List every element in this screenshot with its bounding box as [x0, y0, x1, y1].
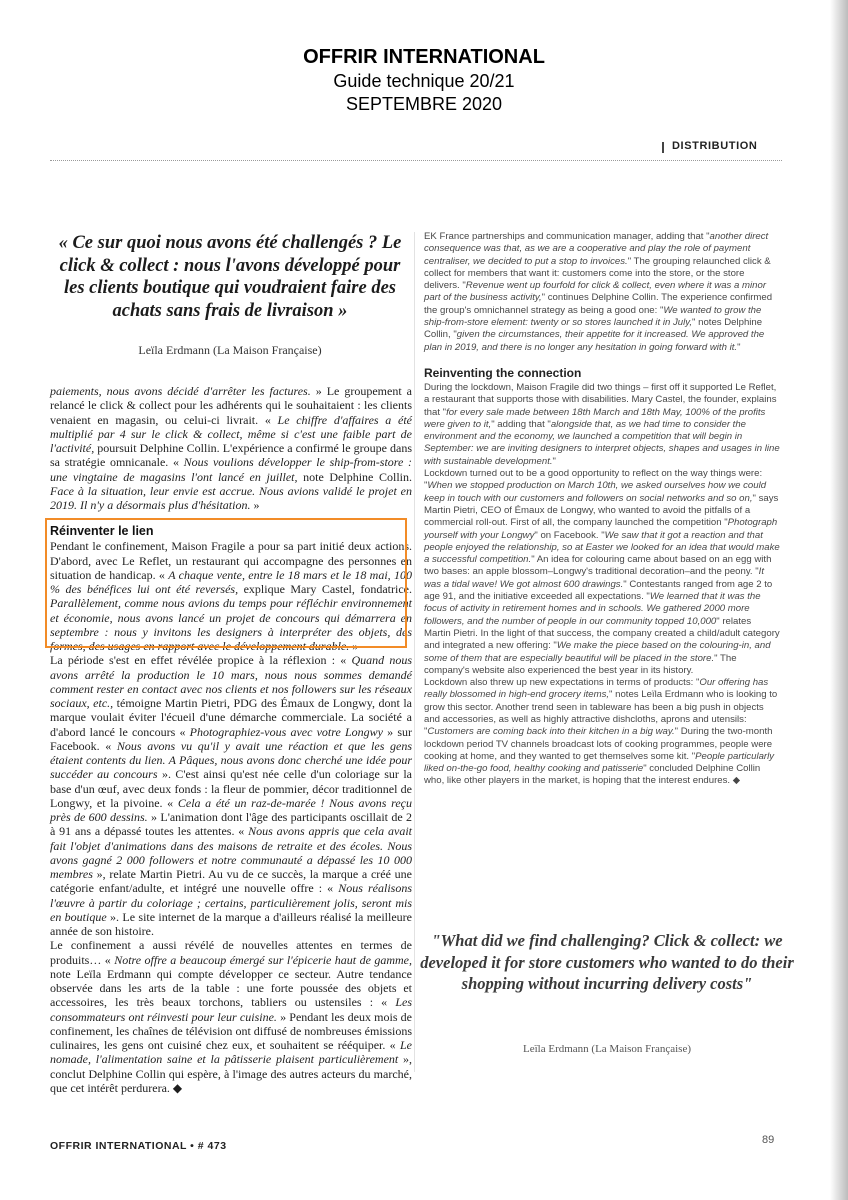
- text-run: During the lockdown, Maison Fragile did two things – first off it supported Le Reflet, a restaurant that supports those with disabilities. Mary Castel, the founder, explains that ": [424, 381, 777, 418]
- document-header: [0, 44, 848, 116]
- text-run: ": [737, 341, 741, 353]
- text-run: » L'animation dont l'âge des participants oscillait de 2 à 91 ans a dépassé toutes les attentes. «: [50, 810, 412, 839]
- text-run: » sur Facebook. «: [50, 724, 412, 753]
- text-run: explique Mary Castel, fondatrice.: [238, 582, 412, 596]
- text-run: " on Facebook. ": [534, 529, 605, 541]
- text-run: ». C'est ainsi qu'est née celle d'un coloriage sur la base d'un œuf, avec deux fonds : la fleur de pommier, décor traditionnel de Longwy, et la pivoine. «: [50, 767, 412, 810]
- text-run: Our offering has really blossomed in high-end grocery items,: [424, 677, 769, 701]
- pull-quote-en: "What did we find challenging? Click & collect: we developed it for store customers who wanted to do their shopping without incurring delivery costs": [420, 931, 794, 993]
- text-run: Cela a été un raz-de-marée ! Nous avons reçu près de 600 dessins.: [50, 795, 413, 824]
- dotted-rule: [50, 160, 782, 161]
- text-run: Nous réalisons l'œuvre à partir du coloriage ; certains, particulièrement jolis, seront mis en boutique: [50, 881, 412, 924]
- pull-quote-fr: « Ce sur quoi nous avons été challengés ? Le click & collect : nous l'avons développé pour les clients boutique qui voudraient faire des achats sans frais de livraison »: [58, 233, 402, 321]
- text-run: Photograph yourself with your Longwy: [424, 517, 778, 541]
- text-run: » Le groupement a relancé le click & collect pour les adhérents qui le souhaitaient : les clients venaient en magasin, ou celui-ci livrait. «: [50, 384, 412, 427]
- text-run: ». Le site internet de la marque a d'ailleurs réalisé la meilleure année de son histoire.: [50, 909, 413, 938]
- subheading-fr: Réinventer le lien: [50, 524, 154, 539]
- article-column-en: [424, 231, 780, 788]
- text-run: When we stopped production on March 10th, we asked ourselves how we could keep in touch with our customers and followers on social networks and so on,: [424, 480, 767, 504]
- text-run: " notes Delphine Collin, ": [424, 317, 763, 341]
- text-run: note Leïla Erdmann qui compte développer ce secteur. Autre tendance observée dans les arts de la table : une forte poussée des objets et accessoires, les très beaux torchons, tabliers ou ustensiles : «: [50, 966, 412, 1010]
- page-number: 89: [762, 1134, 775, 1146]
- text-run: Nous avons appris que cela avait fait l'objet d'animations dans des maisons de retraite et des écoles. Nous avons gagné 2 000 followers et notre communauté a dépassé les 10 000 membres: [50, 824, 412, 881]
- text-run: for every sale made between 18th March and 18th May, 100% of the profits were given to it,: [424, 406, 766, 430]
- paragraph-en-1: [424, 231, 780, 354]
- text-run: " concluded Delphine Collin who, like other players in the market, is hoping that the interest endures. ◆: [424, 763, 761, 787]
- text-run: given the circumstances, their appetite for it increased. We approved the plan in 2019, and there is no longer any hesitation in going forward with it.: [424, 329, 765, 353]
- text-run: We learned that it was the focus of activity in retirement homes and in schools. We gathered 2000 more followers, and the number of people in our community topped 10,000: [424, 591, 761, 627]
- text-run: " says Martin Pietri, CEO of Émaux de Longwy, who wanted to avoid the pitfalls of a commercial roll-out. First of all, the company launched the competition ": [424, 492, 779, 529]
- header-subtitle: Guide technique 20/21: [333, 71, 515, 91]
- text-run: " During the two-month lockdown period TV channels broadcast lots of cooking programmes, people were cooking at home, and they wanted to get themselves some kit. ": [424, 726, 773, 762]
- text-run: Nous avons vu qu'il y avait une réaction et que les gens étaient contents du lien. A Pâques, nous avons donc cherché une idée pour succéder au concours: [50, 738, 413, 782]
- text-run: »: [349, 639, 359, 653]
- text-run: We saw that it got a reaction and that people enjoyed the relationship, so at Easter we looked for an idea that would make a successful competition.: [424, 529, 780, 566]
- text-run: It was a tidal wave! We got almost 600 drawings.: [424, 566, 765, 590]
- paragraph-en-4: [424, 677, 780, 788]
- text-run: We wanted to grow the ship-from-store element: twenty or so stores launched it in July,: [424, 304, 762, 329]
- header-date: SEPTEMBRE 2020: [345, 94, 503, 114]
- paragraph-fr-1: [50, 384, 412, 512]
- text-run: alongside that, as we had time to consider the environment and the economy, we launched a competition that will begin in September: we are inviting designers to interpret objects, shapes and usages in line with sustainable development.: [424, 418, 780, 467]
- text-run: " The grouping relaunched click & collect for members that want it: customers come into the store, or the store delivers. ": [424, 255, 771, 292]
- highlight-box: [45, 518, 407, 648]
- text-run: Parallèlement, comme nous avions du temps pour réfléchir environnement et économie, nous avons lancé un projet de concours qui démarrera en septembre : nous y invitons les designers à interpréter des objets, des formes, des usages en rapport avec le développement durable.: [50, 596, 412, 653]
- text-run: Le chiffre d'affaires a été multiplié par 4 sur le click & collect, même si c'est une faible part de l'activité,: [50, 412, 412, 455]
- text-run: Lockdown turned out to be a good opportunity to reflect on the way things were: ": [424, 468, 763, 492]
- text-run: " Contestants ranged from age 2 to age 91, and the initiative exceeded all expectations. ": [424, 578, 773, 603]
- text-run: " continues Delphine Collin. The experience confirmed the group's omnichannel strategy as being a good one: ": [424, 292, 773, 316]
- text-run: Pendant le confinement, Maison Fragile a pour sa part initié deux actions. D'abord, avec Le Reflet, un restaurant qui accompagne des personnes en situation de handicap. «: [50, 539, 412, 582]
- paragraph-en-2: [424, 382, 780, 468]
- text-run: " adding that ": [491, 418, 551, 430]
- text-run: Customers are coming back into their kitchen in a big way.: [427, 726, 675, 738]
- text-run: another direct consequence was that, as we are a cooperative and play the role of payment centraliser, we decided to put a stop to invoices.: [424, 231, 769, 267]
- text-run: » Pendant les deux mois de confinement, les chaînes de télévision ont diffusé de nombreuses émissions culinaires, les gens ont cuisiné chez eux, et souhaitent se rééquiper. «: [50, 1009, 412, 1052]
- text-run: EK France partnerships and communication manager, adding that ": [424, 231, 710, 242]
- subheading-en: Reinventing the connection: [424, 365, 582, 380]
- scan-edge-shadow: [830, 0, 848, 1200]
- text-run: »: [250, 498, 260, 512]
- text-run: paiements, nous avons décidé d'arrêter les factures.: [50, 384, 311, 398]
- text-run: Le confinement a aussi révélé de nouvelles attentes en termes de produits… «: [50, 938, 412, 967]
- article-column-fr: [50, 384, 412, 1095]
- header-title: OFFRIR INTERNATIONAL: [303, 46, 545, 68]
- text-run: " The company's website also experienced the best year in its history.: [424, 652, 737, 676]
- text-run: " relates Martin Pietri. In the light of that success, the company created a child/adult category and integrated a new offering: ": [424, 615, 780, 652]
- footer-publication: OFFRIR INTERNATIONAL • # 473: [50, 1140, 227, 1152]
- text-run: La période s'est en effet révélée propice à la réflexion : «: [50, 653, 352, 668]
- text-run: Les consommateurs ont réinvesti pour leur cuisine.: [50, 995, 412, 1024]
- text-run: », conclut Delphine Collin qui espère, à l'image des autres acteurs du marché, que cet intérêt perdurera. ◆: [50, 1052, 413, 1095]
- text-run: note Delphine Collin.: [297, 469, 412, 484]
- paragraph-en-3: [424, 468, 780, 677]
- text-run: Face à la situation, leur envie est accrue. Nous avions validé le projet en 2019. Il n'y a désormais plus d'hésitation.: [50, 483, 412, 512]
- paragraph-fr-3: [50, 653, 412, 938]
- text-run: Photographiez-vous avec votre Longwy: [189, 724, 383, 739]
- text-run: Lockdown also threw up new expectations in terms of products: ": [424, 677, 700, 689]
- text-run: », relate Martin Pietri. Au vu de ce succès, la marque a créé une catégorie enfant/adulte, et intégré une nouvelle offre : «: [50, 867, 412, 896]
- text-run: poursuit Delphine Collin. L'expérience a confirmé le groupe dans sa stratégie omnicanale. «: [50, 441, 412, 470]
- pull-quote-en-author: Leïla Erdmann (La Maison Française): [523, 1043, 691, 1055]
- text-run: " An idea for colouring came about based on an egg with two bases: an apple blossom–Longwy's traditional decoration–and the peony. ": [424, 554, 772, 578]
- paragraph-fr-4: [50, 938, 412, 1095]
- text-run: témoigne Martin Pietri, PDG des Émaux de Longwy, dont la marque voulait éviter l'écueil d'une démarche commerciale. La société a d'abord lancé le concours «: [50, 696, 412, 739]
- text-run: Notre offre a beaucoup émergé sur l'épicerie haut de gamme,: [114, 952, 412, 967]
- text-run: Quand nous avons arrêté la production le 10 mars, nous nous sommes demandé comment rester en contact avec nos clients et nos followers sur les réseaux sociaux, etc.,: [50, 653, 412, 710]
- text-run: " notes Leïla Erdmann who is looking to grow this sector. Another trend seen in tableware has been a big push in objects and accessories, as well as highly attractive dishcloths, aprons and utensils: ": [424, 689, 778, 738]
- text-run: Nous voulions développer le ship-from-store : une vingtaine de magasins l'ont lancé en juillet,: [50, 455, 413, 484]
- pull-quote-fr-author: Leïla Erdmann (La Maison Française): [138, 343, 322, 357]
- text-run: ": [552, 455, 556, 467]
- section-tag: DISTRIBUTION: [672, 140, 782, 152]
- text-run: Revenue went up fourfold for click & collect, even where it was a minor part of the business activity,: [424, 280, 767, 304]
- text-run: Le nomade, l'alimentation saine et la pâtisserie plaisent particulièrement: [50, 1038, 412, 1067]
- text-run: A chaque vente, entre le 18 mars et le 18 mai, 100 % des bénéfices lui ont été reversés,: [50, 567, 412, 596]
- text-run: We make the piece based on the colouring-in, and some of them that are especially beautiful will be placed in the store.: [424, 640, 771, 664]
- text-run: People particularly liked on-the-go food, healthy cooking and patisserie: [424, 750, 775, 775]
